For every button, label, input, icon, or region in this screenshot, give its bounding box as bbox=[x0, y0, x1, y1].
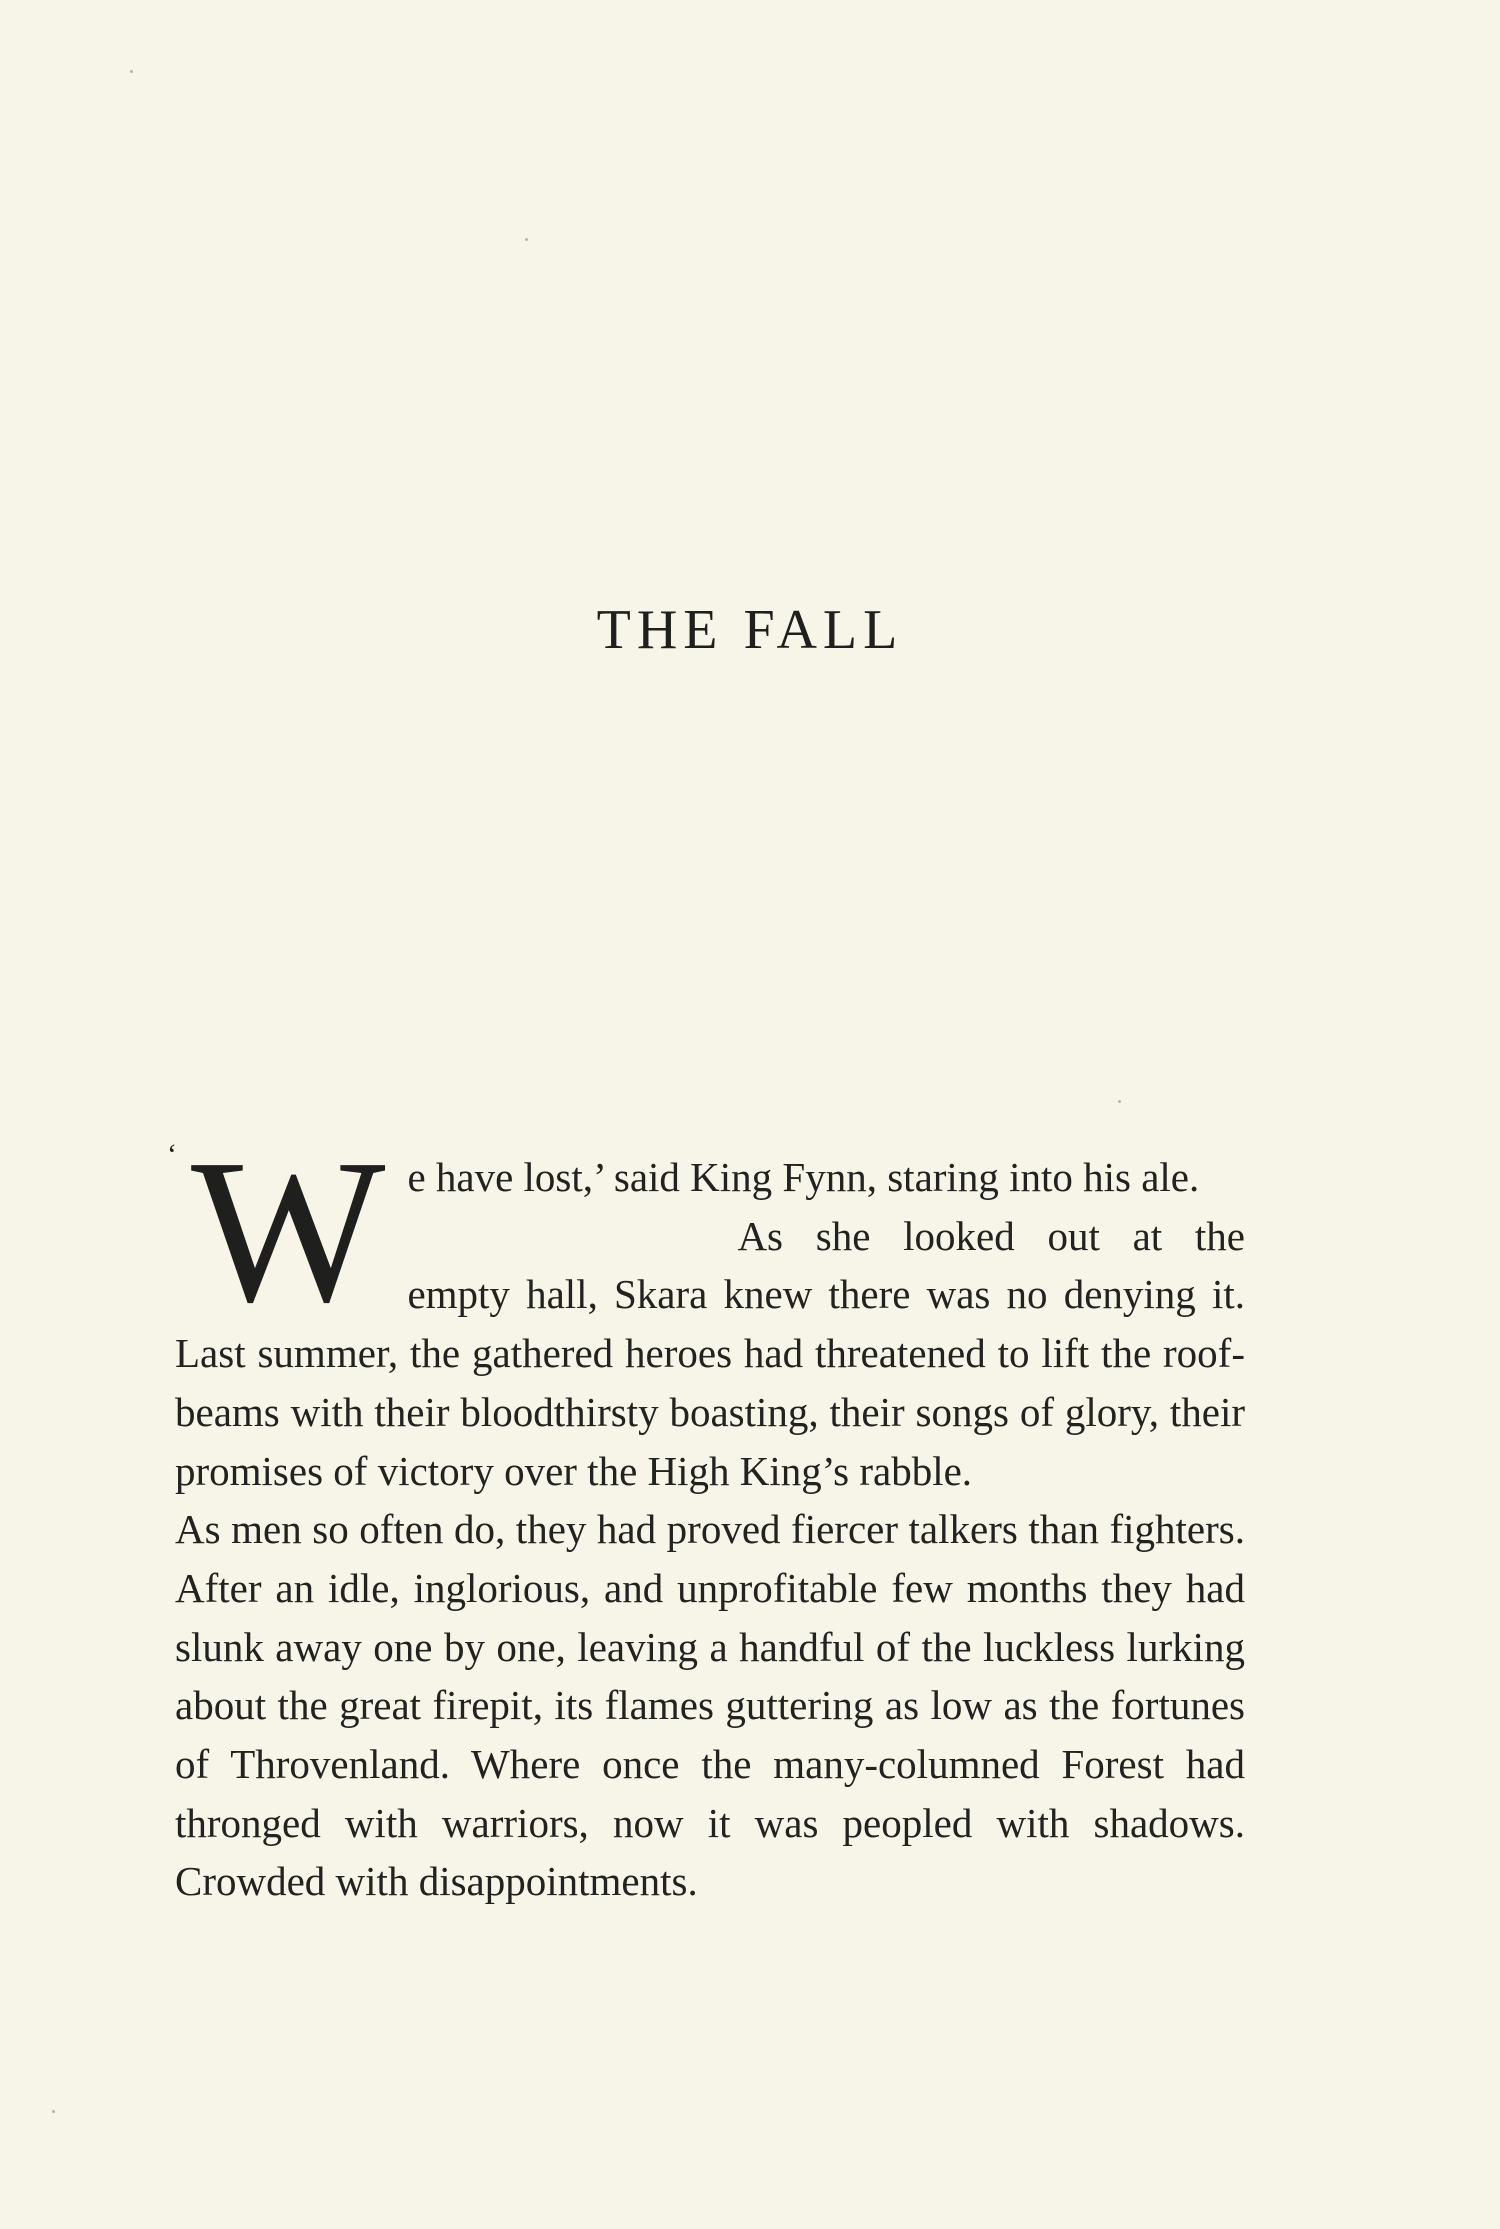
second-paragraph: As she looked out at the empty hall, Skara knew there was no denying it. Last summer, the gathered heroes had threatened to lift the roof-beams with their bloodthirsty boasting, their songs of glory, their promises of victory over the High King’s rabble. bbox=[175, 1212, 1245, 1494]
paper-speck bbox=[52, 2110, 55, 2113]
third-paragraph: As men so often do, they had proved fiercer talkers than fighters. After an idle, inglorious, and unprofitable few months they had slunk away one by one, leaving a handful of the luckless lurking about the great firepit, its flames guttering as low as the fortunes of Throvenland. Where once the many-columned Forest had thronged with warriors, now it was peopled with shadows. Crowded with disappointments. bbox=[175, 1506, 1245, 1905]
chapter-title: THE FALL bbox=[596, 599, 904, 661]
opening-paragraph-text: e have lost,’ said King Fynn, staring into his ale. bbox=[407, 1154, 1200, 1200]
chapter-body bbox=[167, 1116, 1245, 1911]
drop-cap-letter: W bbox=[191, 1116, 386, 1345]
paper-speck bbox=[1118, 1100, 1121, 1103]
opening-paragraph bbox=[167, 1116, 1245, 1345]
opening-quote-mark: ‘ bbox=[167, 1138, 177, 1171]
paper-speck bbox=[525, 238, 528, 241]
paper-speck bbox=[130, 70, 133, 73]
